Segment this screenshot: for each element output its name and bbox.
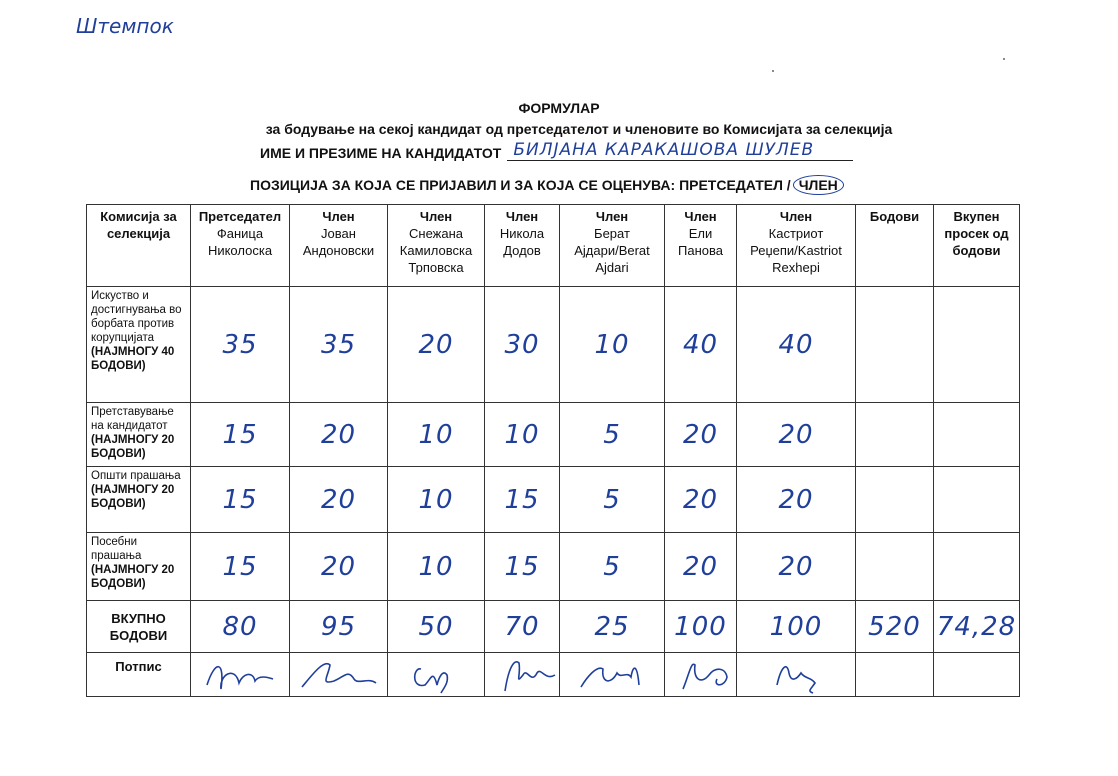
- member-role: Член: [684, 209, 717, 224]
- criterion-label: [87, 533, 191, 601]
- signature-cell: [485, 653, 560, 697]
- criterion-limit: (НАЈМНОГУ 20 БОДОВИ): [91, 564, 175, 590]
- criterion-text: Посебни прашања: [91, 536, 142, 562]
- criterion-limit: (НАЈМНОГУ 40 БОДОВИ): [91, 346, 175, 372]
- score-cell: 10: [388, 533, 485, 601]
- score-cell: 15: [485, 467, 560, 533]
- score-cell: 40: [665, 287, 737, 403]
- criterion-text: Општи прашања: [91, 470, 181, 482]
- total-cell: 95: [290, 601, 388, 653]
- member-header: [290, 205, 388, 287]
- member-role: Член: [779, 209, 813, 224]
- average-header: Вкупен просек од бодови: [934, 205, 1020, 287]
- signature-cell: [560, 653, 665, 697]
- score-cell: 10: [388, 403, 485, 467]
- points-cell: [856, 287, 934, 403]
- signature-cell: [934, 653, 1020, 697]
- criterion-row: [87, 287, 1020, 403]
- score-cell: 35: [290, 287, 388, 403]
- score-cell: 20: [665, 467, 737, 533]
- score-cell: 20: [388, 287, 485, 403]
- member-name: Јован Андоновски: [302, 226, 375, 258]
- total-cell: 100: [737, 601, 856, 653]
- signature-cell: [665, 653, 737, 697]
- member-header: [191, 205, 290, 287]
- corner-header: Комисија за селекција: [87, 205, 191, 287]
- scan-speck: [772, 70, 774, 72]
- criterion-row: [87, 467, 1020, 533]
- signature-scribble: [751, 655, 841, 695]
- signature-scribble: [294, 655, 384, 695]
- position-label: ПОЗИЦИЈА ЗА КОЈА СЕ ПРИЈАВИЛ И ЗА КОЈА СЕ ОЦЕНУВА: ПРЕТСЕДАТЕЛ /: [250, 177, 791, 193]
- member-role: Член: [505, 209, 539, 224]
- candidate-name-label: ИМЕ И ПРЕЗИМЕ НА КАНДИДАТОТ: [260, 145, 502, 161]
- score-cell: 40: [737, 287, 856, 403]
- signature-scribble: [195, 655, 285, 695]
- score-cell: 20: [665, 403, 737, 467]
- candidate-name-value: БИЛЈАНА КАРАКАШОВА ШУЛЕВ: [507, 140, 853, 161]
- total-cell: 100: [665, 601, 737, 653]
- member-name: Ели Панова: [678, 226, 723, 258]
- score-cell: 15: [191, 403, 290, 467]
- signature-cell: [191, 653, 290, 697]
- total-cell: 80: [191, 601, 290, 653]
- average-value-cell: 74,28: [934, 601, 1020, 653]
- member-header: [560, 205, 665, 287]
- member-name: Фаница Николоска: [207, 226, 273, 258]
- points-cell: [856, 403, 934, 467]
- member-role: Член: [322, 209, 355, 224]
- score-cell: 20: [290, 403, 388, 467]
- score-cell: 20: [290, 467, 388, 533]
- score-cell: 20: [665, 533, 737, 601]
- position-line: [250, 175, 844, 195]
- member-name: Никола Додов: [499, 226, 545, 258]
- criterion-limit: (НАЈМНОГУ 20 БОДОВИ): [91, 484, 175, 510]
- score-cell: 5: [560, 467, 665, 533]
- signature-row: [87, 653, 1020, 697]
- criterion-row: [87, 533, 1020, 601]
- total-row: [87, 601, 1020, 653]
- total-points-cell: 520: [856, 601, 934, 653]
- points-cell: [856, 467, 934, 533]
- total-cell: 70: [485, 601, 560, 653]
- score-cell: 10: [560, 287, 665, 403]
- member-role: Претседател: [198, 209, 282, 224]
- member-role: Член: [595, 209, 629, 224]
- criterion-label: [87, 467, 191, 533]
- score-cell: 20: [737, 533, 856, 601]
- scoring-table: [86, 204, 1020, 697]
- member-name: Кастриот Реџепи/Kastriot Rexhepi: [750, 226, 842, 275]
- average-cell: [934, 533, 1020, 601]
- member-header: [388, 205, 485, 287]
- member-header: [665, 205, 737, 287]
- handwritten-stamp-note: Штемпок: [76, 14, 174, 38]
- average-cell: [934, 287, 1020, 403]
- form-subtitle: за бодување на секој кандидат од претседателот и членовите во Комисијата за селекција: [265, 121, 893, 137]
- criterion-limit: (НАЈМНОГУ 20 БОДОВИ): [91, 434, 175, 460]
- member-role: Член: [419, 209, 453, 224]
- criterion-text: Искуство и достигнувања во борбата против корупцијата: [91, 290, 182, 344]
- signature-scribble: [567, 655, 657, 695]
- signature-cell: [388, 653, 485, 697]
- score-cell: 15: [191, 467, 290, 533]
- criterion-text: Претставување на кандидатот: [91, 406, 174, 432]
- score-cell: 15: [191, 533, 290, 601]
- position-circled-choice: ЧЛЕН: [793, 175, 844, 195]
- score-cell: 10: [485, 403, 560, 467]
- criterion-label: [87, 403, 191, 467]
- signature-cell: [737, 653, 856, 697]
- score-cell: 20: [737, 467, 856, 533]
- signature-scribble: [391, 655, 481, 695]
- score-cell: 30: [485, 287, 560, 403]
- points-header: Бодови: [856, 205, 934, 287]
- header-row: [87, 205, 1020, 287]
- member-header: [485, 205, 560, 287]
- signature-cell: [856, 653, 934, 697]
- average-cell: [934, 467, 1020, 533]
- score-cell: 10: [388, 467, 485, 533]
- signature-cell: [290, 653, 388, 697]
- score-cell: 5: [560, 533, 665, 601]
- score-cell: 35: [191, 287, 290, 403]
- criterion-row: [87, 403, 1020, 467]
- scan-speck: [1003, 58, 1005, 60]
- candidate-name-line: [260, 140, 853, 161]
- member-header: [737, 205, 856, 287]
- score-cell: 5: [560, 403, 665, 467]
- average-cell: [934, 403, 1020, 467]
- score-cell: 20: [290, 533, 388, 601]
- total-label: ВКУПНО БОДОВИ: [87, 601, 191, 653]
- score-cell: 15: [485, 533, 560, 601]
- form-title: ФОРМУЛАР: [518, 100, 600, 116]
- member-name: Берат Аjдари/Berat Ajdari: [574, 226, 650, 275]
- total-cell: 25: [560, 601, 665, 653]
- criterion-label: [87, 287, 191, 403]
- points-cell: [856, 533, 934, 601]
- signature-label: Потпис: [87, 653, 191, 697]
- score-cell: 20: [737, 403, 856, 467]
- total-cell: 50: [388, 601, 485, 653]
- member-name: Снежана Камиловска Трповска: [399, 226, 473, 275]
